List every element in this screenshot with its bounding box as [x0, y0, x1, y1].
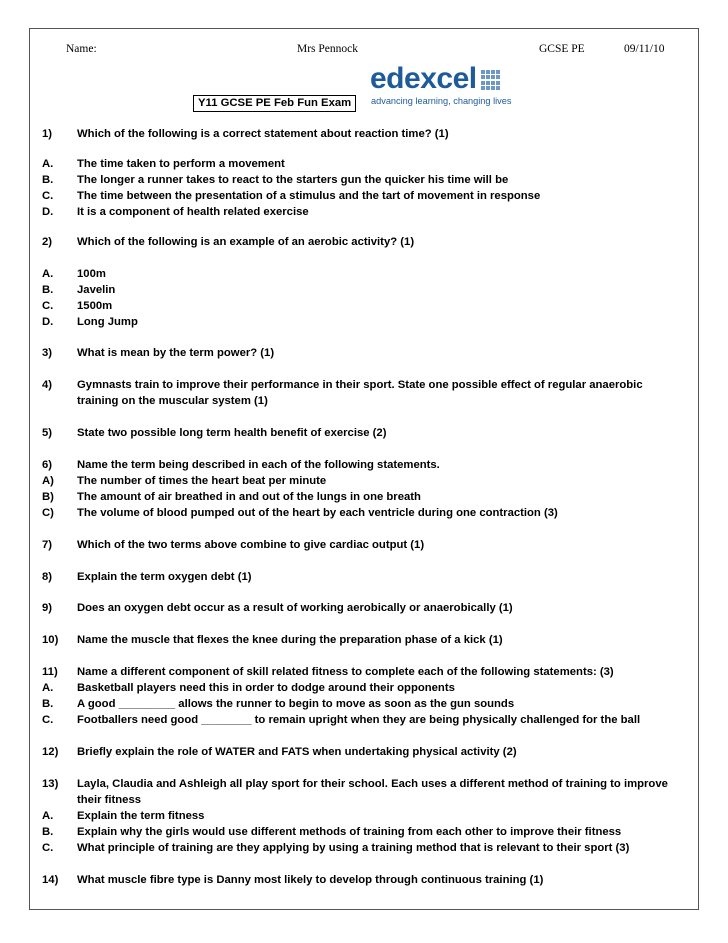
line-marker: B.	[42, 174, 54, 186]
line-text: Name the term being described in each of the following statements.	[77, 459, 440, 471]
question-line	[42, 505, 700, 521]
question-line	[42, 776, 700, 792]
question-line	[42, 345, 700, 361]
line-marker: C.	[42, 714, 54, 726]
line-text: What is mean by the term power? (1)	[77, 347, 275, 359]
question-line	[42, 744, 700, 760]
edexcel-logo	[370, 62, 512, 109]
line-marker: C)	[42, 507, 54, 519]
line-text: The time taken to perform a movement	[77, 158, 285, 170]
line-marker: 5)	[42, 427, 53, 439]
line-text: Explain the term oxygen debt (1)	[77, 571, 252, 583]
line-marker: 11)	[42, 666, 58, 678]
question-line	[42, 234, 700, 250]
question-line	[42, 204, 700, 220]
line-marker: 13)	[42, 778, 59, 790]
question-line	[42, 808, 700, 824]
line-text: training on the muscular system (1)	[77, 395, 268, 407]
line-marker: D.	[42, 316, 54, 328]
line-text: Footballers need good ________ to remain upright when they are being physically challenged for the ball	[77, 714, 641, 726]
line-marker: C.	[42, 190, 54, 202]
line-marker: 9)	[42, 602, 53, 614]
question-line	[42, 126, 700, 142]
question-line	[42, 377, 700, 393]
question-line	[42, 393, 700, 409]
line-text: It is a component of health related exercise	[77, 206, 309, 218]
question-line	[42, 489, 700, 505]
line-text: Which of the two terms above combine to give cardiac output (1)	[77, 539, 425, 551]
line-marker: D.	[42, 206, 54, 218]
question-line	[42, 600, 700, 616]
line-text: Which of the following is an example of an aerobic activity? (1)	[77, 236, 415, 248]
question-line	[42, 473, 700, 489]
line-text: Long Jump	[77, 316, 138, 328]
line-marker: 10)	[42, 634, 59, 646]
line-marker: 6)	[42, 459, 53, 471]
line-marker: A)	[42, 475, 54, 487]
line-text: their fitness	[77, 794, 142, 806]
logo-wordmark: edexcel	[370, 62, 477, 95]
line-text: Basketball players need this in order to dodge around their opponents	[77, 682, 455, 694]
line-text: Name the muscle that flexes the knee during the preparation phase of a kick (1)	[77, 634, 503, 646]
line-marker: 12)	[42, 746, 59, 758]
line-text: 1500m	[77, 300, 113, 312]
line-marker: 8)	[42, 571, 53, 583]
line-marker: 7)	[42, 539, 53, 551]
line-text: What muscle fibre type is Danny most likely to develop through continuous training (1)	[77, 874, 544, 886]
line-marker: 2)	[42, 236, 53, 248]
line-marker: C.	[42, 300, 54, 312]
line-text: The amount of air breathed in and out of the lungs in one breath	[77, 491, 421, 503]
line-text: The longer a runner takes to react to the starters gun the quicker his time will be	[77, 174, 509, 186]
question-line	[42, 632, 700, 648]
subject-label: GCSE PE	[539, 43, 585, 55]
line-text: Explain why the girls would use different methods of training from each other to improve their fitness	[77, 826, 622, 838]
question-line	[42, 537, 700, 553]
line-marker: B.	[42, 826, 54, 838]
question-line	[42, 156, 700, 172]
question-line	[42, 314, 700, 330]
logo-tagline: advancing learning, changing lives	[371, 96, 512, 106]
question-line	[42, 872, 700, 888]
line-text: The number of times the heart beat per minute	[77, 475, 327, 487]
line-marker: 14)	[42, 874, 59, 886]
line-text: Explain the term fitness	[77, 810, 205, 822]
line-marker: A.	[42, 268, 54, 280]
date-label: 09/11/10	[624, 43, 665, 55]
line-marker: A.	[42, 158, 54, 170]
question-line	[42, 282, 700, 298]
line-marker: 1)	[42, 128, 53, 140]
line-text: Which of the following is a correct statement about reaction time? (1)	[77, 128, 449, 140]
question-line	[42, 188, 700, 204]
line-marker: 4)	[42, 379, 53, 391]
line-text: The time between the presentation of a stimulus and the tart of movement in response	[77, 190, 541, 202]
line-text: Name a different component of skill related fitness to complete each of the following statements: (3)	[77, 666, 614, 678]
question-line	[42, 792, 700, 808]
line-text: State two possible long term health benefit of exercise (2)	[77, 427, 387, 439]
line-marker: C.	[42, 842, 54, 854]
exam-title: Y11 GCSE PE Feb Fun Exam	[193, 95, 356, 112]
question-line	[42, 266, 700, 282]
name-label: Name:	[66, 43, 97, 55]
question-line	[42, 664, 700, 680]
question-line	[42, 840, 700, 856]
line-marker: B.	[42, 698, 54, 710]
question-line	[42, 569, 700, 585]
question-line	[42, 425, 700, 441]
question-line	[42, 696, 700, 712]
line-text: Layla, Claudia and Ashleigh all play sport for their school. Each uses a different method of training to improve	[77, 778, 668, 790]
line-text: Javelin	[77, 284, 116, 296]
line-text: A good _________ allows the runner to begin to move as soon as the gun sounds	[77, 698, 515, 710]
line-marker: A.	[42, 682, 54, 694]
question-line	[42, 298, 700, 314]
line-text: Gymnasts train to improve their performance in their sport. State one possible effect of regular anaerobic	[77, 379, 643, 391]
question-line	[42, 680, 700, 696]
logo-grid-icon	[481, 70, 501, 90]
teacher-name: Mrs Pennock	[297, 43, 359, 55]
line-text: 100m	[77, 268, 106, 280]
question-line	[42, 172, 700, 188]
line-text: Does an oxygen debt occur as a result of working aerobically or anaerobically (1)	[77, 602, 513, 614]
line-marker: 3)	[42, 347, 53, 359]
question-line	[42, 824, 700, 840]
line-text: The volume of blood pumped out of the heart by each ventricle during one contraction (3)	[77, 507, 558, 519]
question-line	[42, 712, 700, 728]
line-marker: B)	[42, 491, 54, 503]
line-text: Briefly explain the role of WATER and FATS when undertaking physical activity (2)	[77, 746, 517, 758]
question-line	[42, 457, 700, 473]
line-text: What principle of training are they applying by using a training method that is relevant to their sport (3)	[77, 842, 630, 854]
line-marker: A.	[42, 810, 54, 822]
line-marker: B.	[42, 284, 54, 296]
